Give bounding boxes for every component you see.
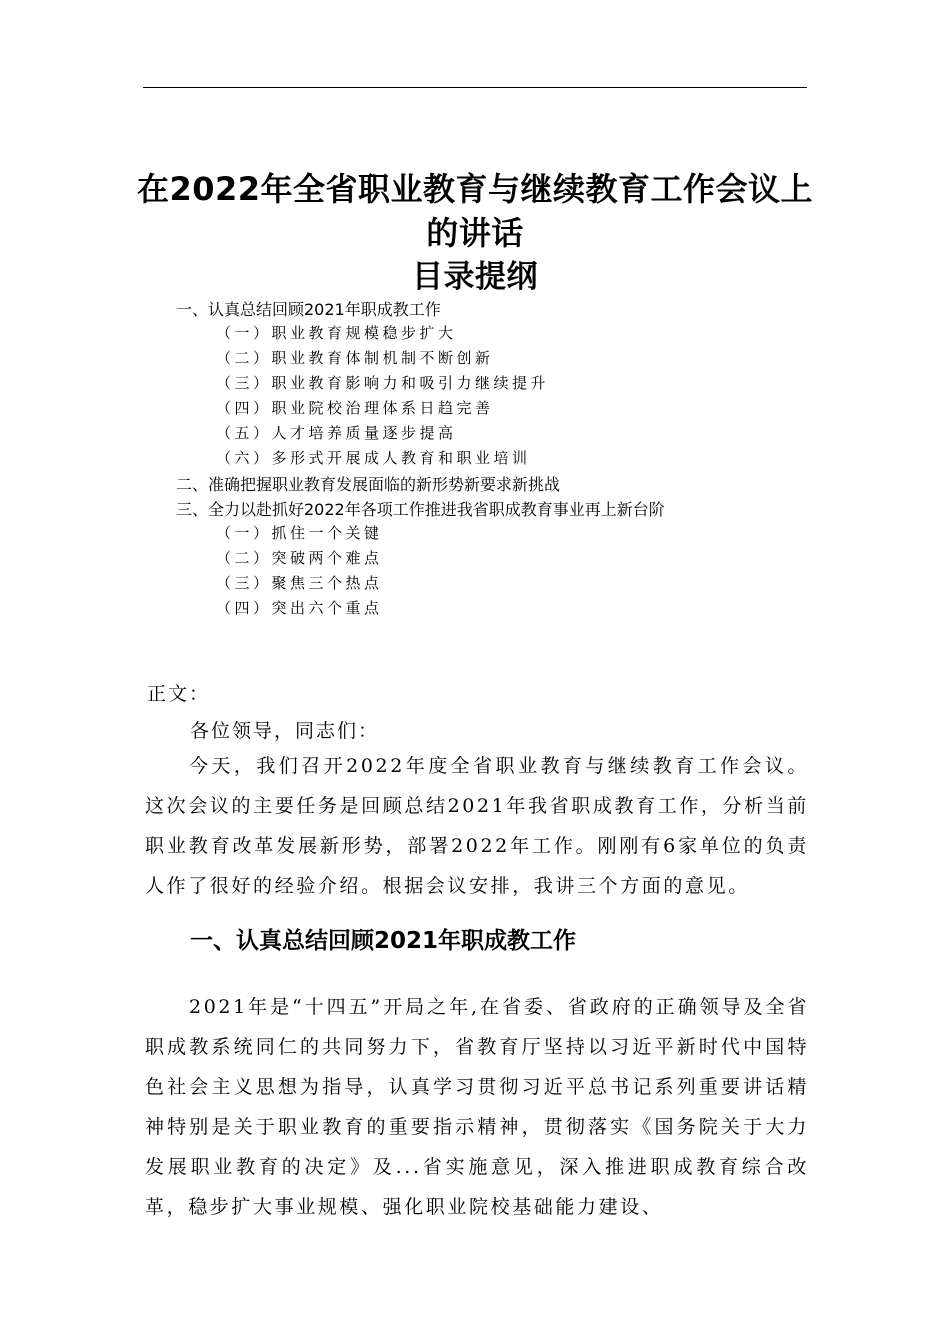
toc-subitem: （六）多形式开展成人教育和职业培训 (216, 449, 531, 467)
toc-subitem: （四）突出六个重点 (216, 599, 383, 617)
section-heading: 一、认真总结回顾2021年职成教工作 (190, 928, 577, 954)
body-paragraph: 2021年是“十四五”开局之年,在省委、省政府的正确领导及全省职成教系统同仁的共同努力下，省教育厅坚持以习近平新时代中国特色社会主义思想为指导，认真学习贯彻习近平总书记系列重要讲话精神特别是关于职业教育的重要指示精神，贯彻落实《国务院关于大力发展职业教育的决定》及...省实施意见，深入推进职成教育综合改革，稳步扩大事业规模、强化职业院校基础能力建设、 (145, 996, 809, 1218)
toc-subitem: （三）聚焦三个热点 (216, 574, 383, 592)
toc-subitem: （二）职业教育体制机制不断创新 (216, 349, 494, 367)
body-label: 正文： (147, 683, 211, 705)
toc-item: 一、认真总结回顾2021年职成教工作 (176, 300, 441, 319)
body-paragraph: 今天，我们召开2022年度全省职业教育与继续教育工作会议。这次会议的主要任务是回顾总结2021年我省职成教育工作，分析当前职业教育改革发展新形势，部署2022年工作。刚刚有6家单位的负责人作了很好的经验介绍。根据会议安排，我讲三个方面的意见。 (145, 755, 809, 897)
toc-subitem: （一）抓住一个关键 (216, 524, 383, 542)
document-title-line-2: 的讲话 (426, 214, 524, 252)
header-rule (143, 87, 807, 88)
document-title-line-1: 在2022年全省职业教育与继续教育工作会议上 (136, 170, 814, 208)
toc-item: 三、全力以赴抓好2022年各项工作推进我省职成教育事业再上新台阶 (176, 500, 665, 519)
toc-subitem: （四）职业院校治理体系日趋完善 (216, 399, 494, 417)
greeting: 各位领导，同志们： (190, 720, 380, 742)
toc-subitem: （一）职业教育规模稳步扩大 (216, 324, 457, 342)
toc-subitem: （五）人才培养质量逐步提高 (216, 424, 457, 442)
toc-subitem: （三）职业教育影响力和吸引力继续提升 (216, 374, 550, 392)
toc-subitem: （二）突破两个难点 (216, 549, 383, 567)
toc-heading: 目录提纲 (412, 259, 538, 295)
toc-item: 二、准确把握职业教育发展面临的新形势新要求新挑战 (176, 475, 561, 494)
